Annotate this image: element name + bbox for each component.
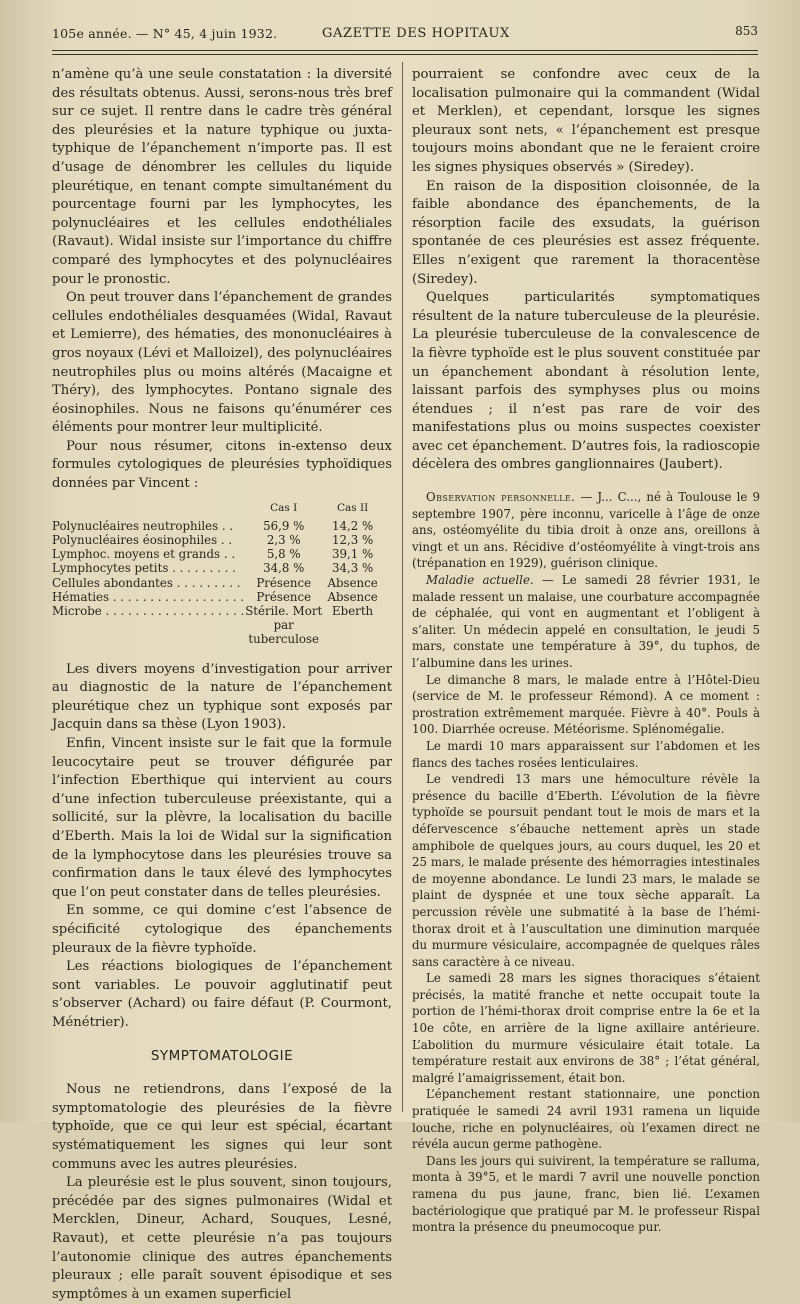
cell-case1: 2,3 % xyxy=(266,533,301,548)
paragraph: La pleurésie est le plus souvent, sinon toujours, précédée par des signes pulmonaires (Widal et Mercklen, Dineur, Achard, Souques, Lesné, Ravaut), et cette pleurésie n’a pas toujours l’autonomie clinique des autres épanchements pleuraux ; elle paraît souvent épisodique et ses symptômes à un examen superficiel xyxy=(52,1175,392,1302)
observation-label: Observation personnelle. xyxy=(426,490,576,505)
row-label: Lymphoc. moyens et grands . . xyxy=(52,547,236,562)
paragraph: Le dimanche 8 mars, le malade entre à l’Hôtel-Dieu (service de M. le professeur Rémond). A ce moment : prostration extrêmement marquée. Fièvre à 40°. Pouls à 100. Diarrhée ocreuse. Météorisme. Splénomégalie. xyxy=(412,672,760,737)
current-illness-paragraph xyxy=(412,572,760,672)
paragraph: n’amène qu’à une seule constatation : la diversité des résultats obtenus. Aussi, serons-nous très bref sur ce sujet. Il rentre dans le cadre très général des pleurésies et la nature typhique ou juxta-typhique de l’épanchement n’importe pas. Il est d’usage de dénombrer les cellules du liquide pleurétique, en tenant compte simultanément du pourcentage fourni par les lymphocytes, les polynucléaires et les cellules endothéliales (Ravaut). Widal insiste sur l’importance du chiffre comparé des lymphocytes et des polynucléaires pour le pronostic. xyxy=(52,67,392,287)
cell-case2: 14,2 % xyxy=(331,518,374,533)
table-row xyxy=(52,604,382,647)
cell-case2: 12,3 % xyxy=(331,533,374,548)
row-label: Polynucléaires éosinophiles . . xyxy=(52,533,233,548)
page-header xyxy=(52,24,758,44)
row-label: Cellules abondantes . . . . . . . . . xyxy=(52,575,241,590)
table-row xyxy=(52,576,382,590)
table-row xyxy=(52,533,382,547)
section-title: SYMPTOMATOLOGIE xyxy=(150,1047,294,1064)
row-label: Microbe . . . . . . . . . . . . . . . . . . . xyxy=(52,604,245,619)
paragraph: Enfin, Vincent insiste sur le fait que la formule leucocytaire peut se trouver défigurée par l’infection Eberthique qui intervient au cours d’une infection tuberculeuse préexistante, qui a sollicité, sur la plèvre, la localisation du bacille d’Eberth. Mais la loi de Widal sur la signification de la lymphocytose dans les pleurésies trouve sa confirmation dans le taux élevé des lymphocytes que l’on peut constater dans de telles pleurésies. xyxy=(52,736,392,900)
paragraph: Nous ne retiendrons, dans l’exposé de la symptomatologie des pleurésies de la fièvre typhoïde, que ce qui leur est spécial, écartant systématiquement les signes qui leur sont communs avec les autres pleurésies. xyxy=(52,1082,392,1172)
paragraph: Les réactions biologiques de l’épanchement sont variables. Le pouvoir agglutinatif peut s’observer (Achard) ou faire défaut (P. Courmont, Ménétrier). xyxy=(52,959,392,1030)
current-illness-label: Maladie actuelle. xyxy=(426,573,534,588)
cell-case2: Absence xyxy=(327,575,378,590)
paragraph: Les divers moyens d’investigation pour arriver au diagnostic de la nature de l’épanchement pleurétique chez un typhique sont exposés par Jacquin dans sa thèse (Lyon 1903). xyxy=(52,661,392,733)
cell-case1: 34,8 % xyxy=(263,561,305,576)
row-label: Hématies . . . . . . . . . . . . . . . . . . xyxy=(52,589,245,604)
cell-case2: 39,1 % xyxy=(331,547,374,562)
header-rule-bottom xyxy=(52,54,758,55)
paragraph: Le vendredi 13 mars une hémoculture révèle la présence du bacille d’Eberth. L’évolution de la fièvre typhoïde se poursuit pendant tout le mois de mars et la défervescence s’ébauche nettement après un stade amphibole de quelques jours, au cours duquel, les 20 et 25 mars, le malade présente des hémorragies intestinales de moyenne abondance. Le lundi 23 mars, le malade se plaint de dyspnée et une toux sèche apparaît. La percussion révèle une submatité à la base de l’hémi-thorax droit et à l’auscultation une diminution marquée du murmure vésiculaire, accompagnée de quelques râles sans caractère à ce niveau. xyxy=(412,772,760,969)
paragraph: Pour nous résumer, citons in-extenso deux formules cytologiques de pleurésies typhoïdiques données par Vincent : xyxy=(52,438,392,492)
table-row xyxy=(52,547,382,561)
paragraph: L’épanchement restant stationnaire, une ponction pratiquée le samedi 24 avril 1931 ramena un liquide louche, riche en polynucléaires, où l’examen direct ne révéla aucun germe pathogène. xyxy=(412,1087,760,1152)
paragraph: Dans les jours qui suivirent, la température se ralluma, monta à 39°5, et le mardi 7 avril une nouvelle ponction ramena du pus jaune, franc, bien lié. L’examen bactériologique que pratiqué par M. le professeur Rispal montra la présence du pneumocoque pur. xyxy=(412,1153,760,1235)
cell-case2: Absence xyxy=(327,589,378,604)
table-row xyxy=(52,519,382,533)
cell-case1: 56,9 % xyxy=(263,518,305,533)
right-column xyxy=(412,66,760,1236)
paragraph: pourraient se confondre avec ceux de la localisation pulmonaire qui la commandent (Widal et Merklen), et cependant, lorsque les signes pleuraux sont nets, « l’épanchement est presque toujours moins abondant que ne le feraient croire les signes physiques observés » (Siredey). xyxy=(412,67,760,175)
cell-case1: 5,8 % xyxy=(266,547,301,562)
page-number: 853 xyxy=(735,24,758,38)
table-row xyxy=(52,561,382,575)
paragraph: Le samedi 28 mars les signes thoraciques s’étaient précisés, la matité franche et nette occupait toute la portion de l’hémi-thorax droit comprise entre la 6e et la 10e côte, en arrière de la ligne axillaire antérieure. L’abolition du murmure vésiculaire était totale. La température restait aux environs de 38° ; l’état général, malgré l’amaigrissement, était bon. xyxy=(412,971,760,1085)
paragraph: En raison de la disposition cloisonnée, de la faible abondance des épanchements, de la résorption facile des exsudats, la guérison spontanée de ces pleurésies est assez fréquente. Elles n’exigent que rarement la thoracentèse (Siredey). xyxy=(412,178,760,287)
paragraph: En somme, ce qui domine c’est l’absence de spécificité cytologique des épanchements pleuraux de la fièvre typhoïde. xyxy=(52,903,392,956)
paragraph: Quelques particularités symptomatiques résultent de la nature tuberculeuse de la pleurésie. La pleurésie tuberculeuse de la convalescence de la fièvre typhoïde est le plus souvent constituée par un épanchement abondant à résolution lente, laissant parfois des symphyses plus ou moins étendues ; il n’est pas rare de voir des manifestations plus ou moins suspectes coexister avec cet épanchement. D’autres fois, la radioscopie décèlera des ombres ganglionnaires (Jaubert). xyxy=(412,290,760,473)
cell-case2: 34,3 % xyxy=(331,561,374,576)
table-header-case2: Cas II xyxy=(336,501,369,514)
observation-text: — J... C..., né à Toulouse le 9 septembre 1907, père inconnu, varicelle à l’âge de onze ans, ostéomyélite du tibia droit à onze ans, oreillons à vingt et un ans. Récidive d’ostéomyélite à vingt-trois ans (trépanation en 1929), guérison clinique. xyxy=(412,490,760,571)
header-rule-top xyxy=(52,50,758,51)
left-column xyxy=(52,66,392,1304)
table-row xyxy=(52,590,382,604)
cell-case2: Eberth xyxy=(332,604,374,619)
row-label: Lymphocytes petits . . . . . . . . . xyxy=(52,561,236,576)
row-label: Polynucléaires neutrophiles . . xyxy=(52,518,234,533)
cytology-table xyxy=(52,500,382,647)
table-header-case1: Cas I xyxy=(270,501,298,514)
current-illness-text: — Le samedi 28 février 1931, le malade ressent un malaise, une courbature accompagnée de céphalée, qui vont en augmentant et l’obligent à s’aliter. Un médecin appelé en consultation, le jeudi 5 mars, constate une température à 39°, du tuphos, de l’albumine dans les urines. xyxy=(412,573,760,670)
journal-title: GAZETTE DES HOPITAUX xyxy=(322,26,510,41)
observation-paragraph xyxy=(412,489,760,572)
paragraph: On peut trouver dans l’épanchement de grandes cellules endothéliales desquamées (Widal, Ravaut et Lemierre), des hématies, des mononucléaires à gros noyaux (Lévi et Malloizel), des polynucléaires neutrophiles plus ou moins altérés (Macaigne et Théry), des lymphocytes. Pontano signale des éosinophiles. Nous ne faisons qu’énumérer ces éléments pour montrer leur multiplicité. xyxy=(52,290,392,436)
column-divider xyxy=(402,62,403,1112)
cell-case1: Présence xyxy=(256,589,312,604)
cell-case1: Stérile. Mort par tuberculose xyxy=(245,604,323,647)
cell-case1: Présence xyxy=(256,575,312,590)
paragraph: Le mardi 10 mars apparaissent sur l’abdomen et les flancs des taches rosées lenticulaires. xyxy=(412,738,760,770)
issue-info: 105e année. — N° 45, 4 juin 1932. xyxy=(52,26,278,41)
